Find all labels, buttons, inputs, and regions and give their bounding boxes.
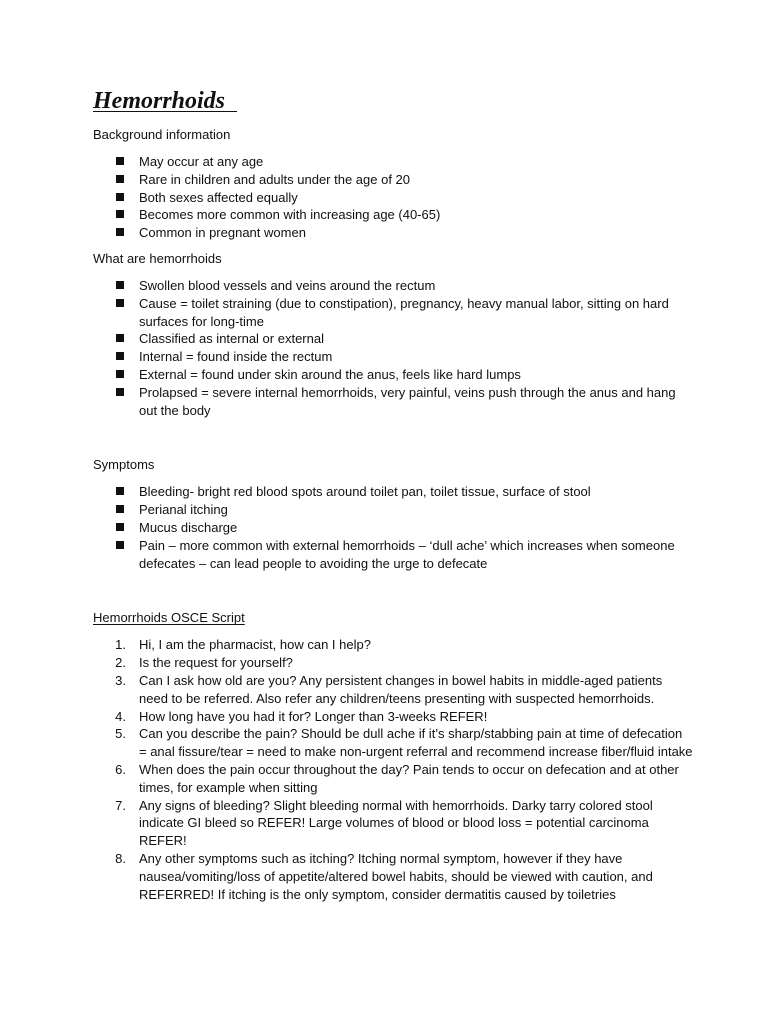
square-bullet-icon	[116, 505, 124, 513]
square-bullet-icon	[116, 370, 124, 378]
list-item: Classified as internal or external	[93, 330, 693, 348]
list-item: Swollen blood vessels and veins around the rectum	[93, 277, 693, 295]
section-heading-symptoms: Symptoms	[93, 457, 155, 473]
square-bullet-icon	[116, 388, 124, 396]
list-item: 2. Is the request for yourself?	[115, 655, 293, 671]
list-item: Pain – more common with external hemorrhoids – ‘dull ache’ which increases when someone defecates – can lead people to avoiding the urge to defecate	[93, 537, 693, 573]
list-item: 7. Any signs of bleeding? Slight bleeding normal with hemorrhoids. Darky tarry colored stool indicate GI bleed so REFER! Large volumes of blood or blood loss = potential carcinoma REFER!	[115, 797, 653, 849]
list-item: Bleeding- bright red blood spots around toilet pan, toilet tissue, surface of stool	[93, 483, 693, 501]
list-item: Becomes more common with increasing age (40-65)	[93, 206, 693, 224]
document-page	[93, 86, 693, 903]
background-list	[93, 153, 693, 242]
list-item: May occur at any age	[93, 153, 693, 171]
square-bullet-icon	[116, 157, 124, 165]
list-item: 4. How long have you had it for? Longer than 3-weeks REFER!	[115, 708, 488, 724]
list-item: Cause = toilet straining (due to constipation), pregnancy, heavy manual labor, sitting on hard surfaces for long-time	[93, 295, 693, 331]
square-bullet-icon	[116, 193, 124, 201]
square-bullet-icon	[116, 228, 124, 236]
list-item: Both sexes affected equally	[93, 189, 693, 207]
square-bullet-icon	[116, 352, 124, 360]
square-bullet-icon	[116, 334, 124, 342]
square-bullet-icon	[116, 210, 124, 218]
list-item: Common in pregnant women	[93, 224, 693, 242]
square-bullet-icon	[116, 175, 124, 183]
list-item: Perianal itching	[93, 501, 693, 519]
square-bullet-icon	[116, 281, 124, 289]
section-heading-osce: Hemorrhoids OSCE Script	[93, 610, 245, 626]
square-bullet-icon	[116, 541, 124, 549]
list-item: 3. Can I ask how old are you? Any persistent changes in bowel habits in middle-aged patients need to be referred. Also refer any children/teens presenting with suspected hemorrhoids.	[115, 672, 663, 706]
section-heading-background: Background information	[93, 127, 231, 142]
list-item: 1. Hi, I am the pharmacist, how can I help?	[115, 637, 371, 653]
square-bullet-icon	[116, 299, 124, 307]
list-item: Rare in children and adults under the age of 20	[93, 171, 693, 189]
section-heading-what: What are hemorrhoids	[93, 250, 222, 266]
list-item: Mucus discharge	[93, 519, 693, 537]
square-bullet-icon	[116, 487, 124, 495]
list-item: Internal = found inside the rectum	[93, 348, 693, 366]
list-item: 8. Any other symptoms such as itching? Itching normal symptom, however if they have nausea/vomiting/loss of appetite/altered bowel habits, should be viewed with caution, and REFERRED! If itching is the only symptom, consider dermatitis caused by toiletries	[115, 850, 653, 902]
list-item: 6. When does the pain occur throughout the day? Pain tends to occur on defecation and at other times, for example when sitting	[115, 761, 679, 795]
list-item: 5. Can you describe the pain? Should be dull ache if it’s sharp/stabbing pain at time of defecation = anal fissure/tear = need to make non-urgent referral and recommend increase fiber/fluid intake	[115, 726, 693, 760]
list-item: Prolapsed = severe internal hemorrhoids, very painful, veins push through the anus and hang out the body	[93, 384, 693, 420]
symptoms-list	[93, 483, 693, 572]
page-title: Hemorrhoids	[93, 88, 226, 114]
osce-numbered-list	[93, 636, 693, 903]
list-item: External = found under skin around the anus, feels like hard lumps	[93, 366, 693, 384]
square-bullet-icon	[116, 523, 124, 531]
what-list	[93, 277, 693, 419]
